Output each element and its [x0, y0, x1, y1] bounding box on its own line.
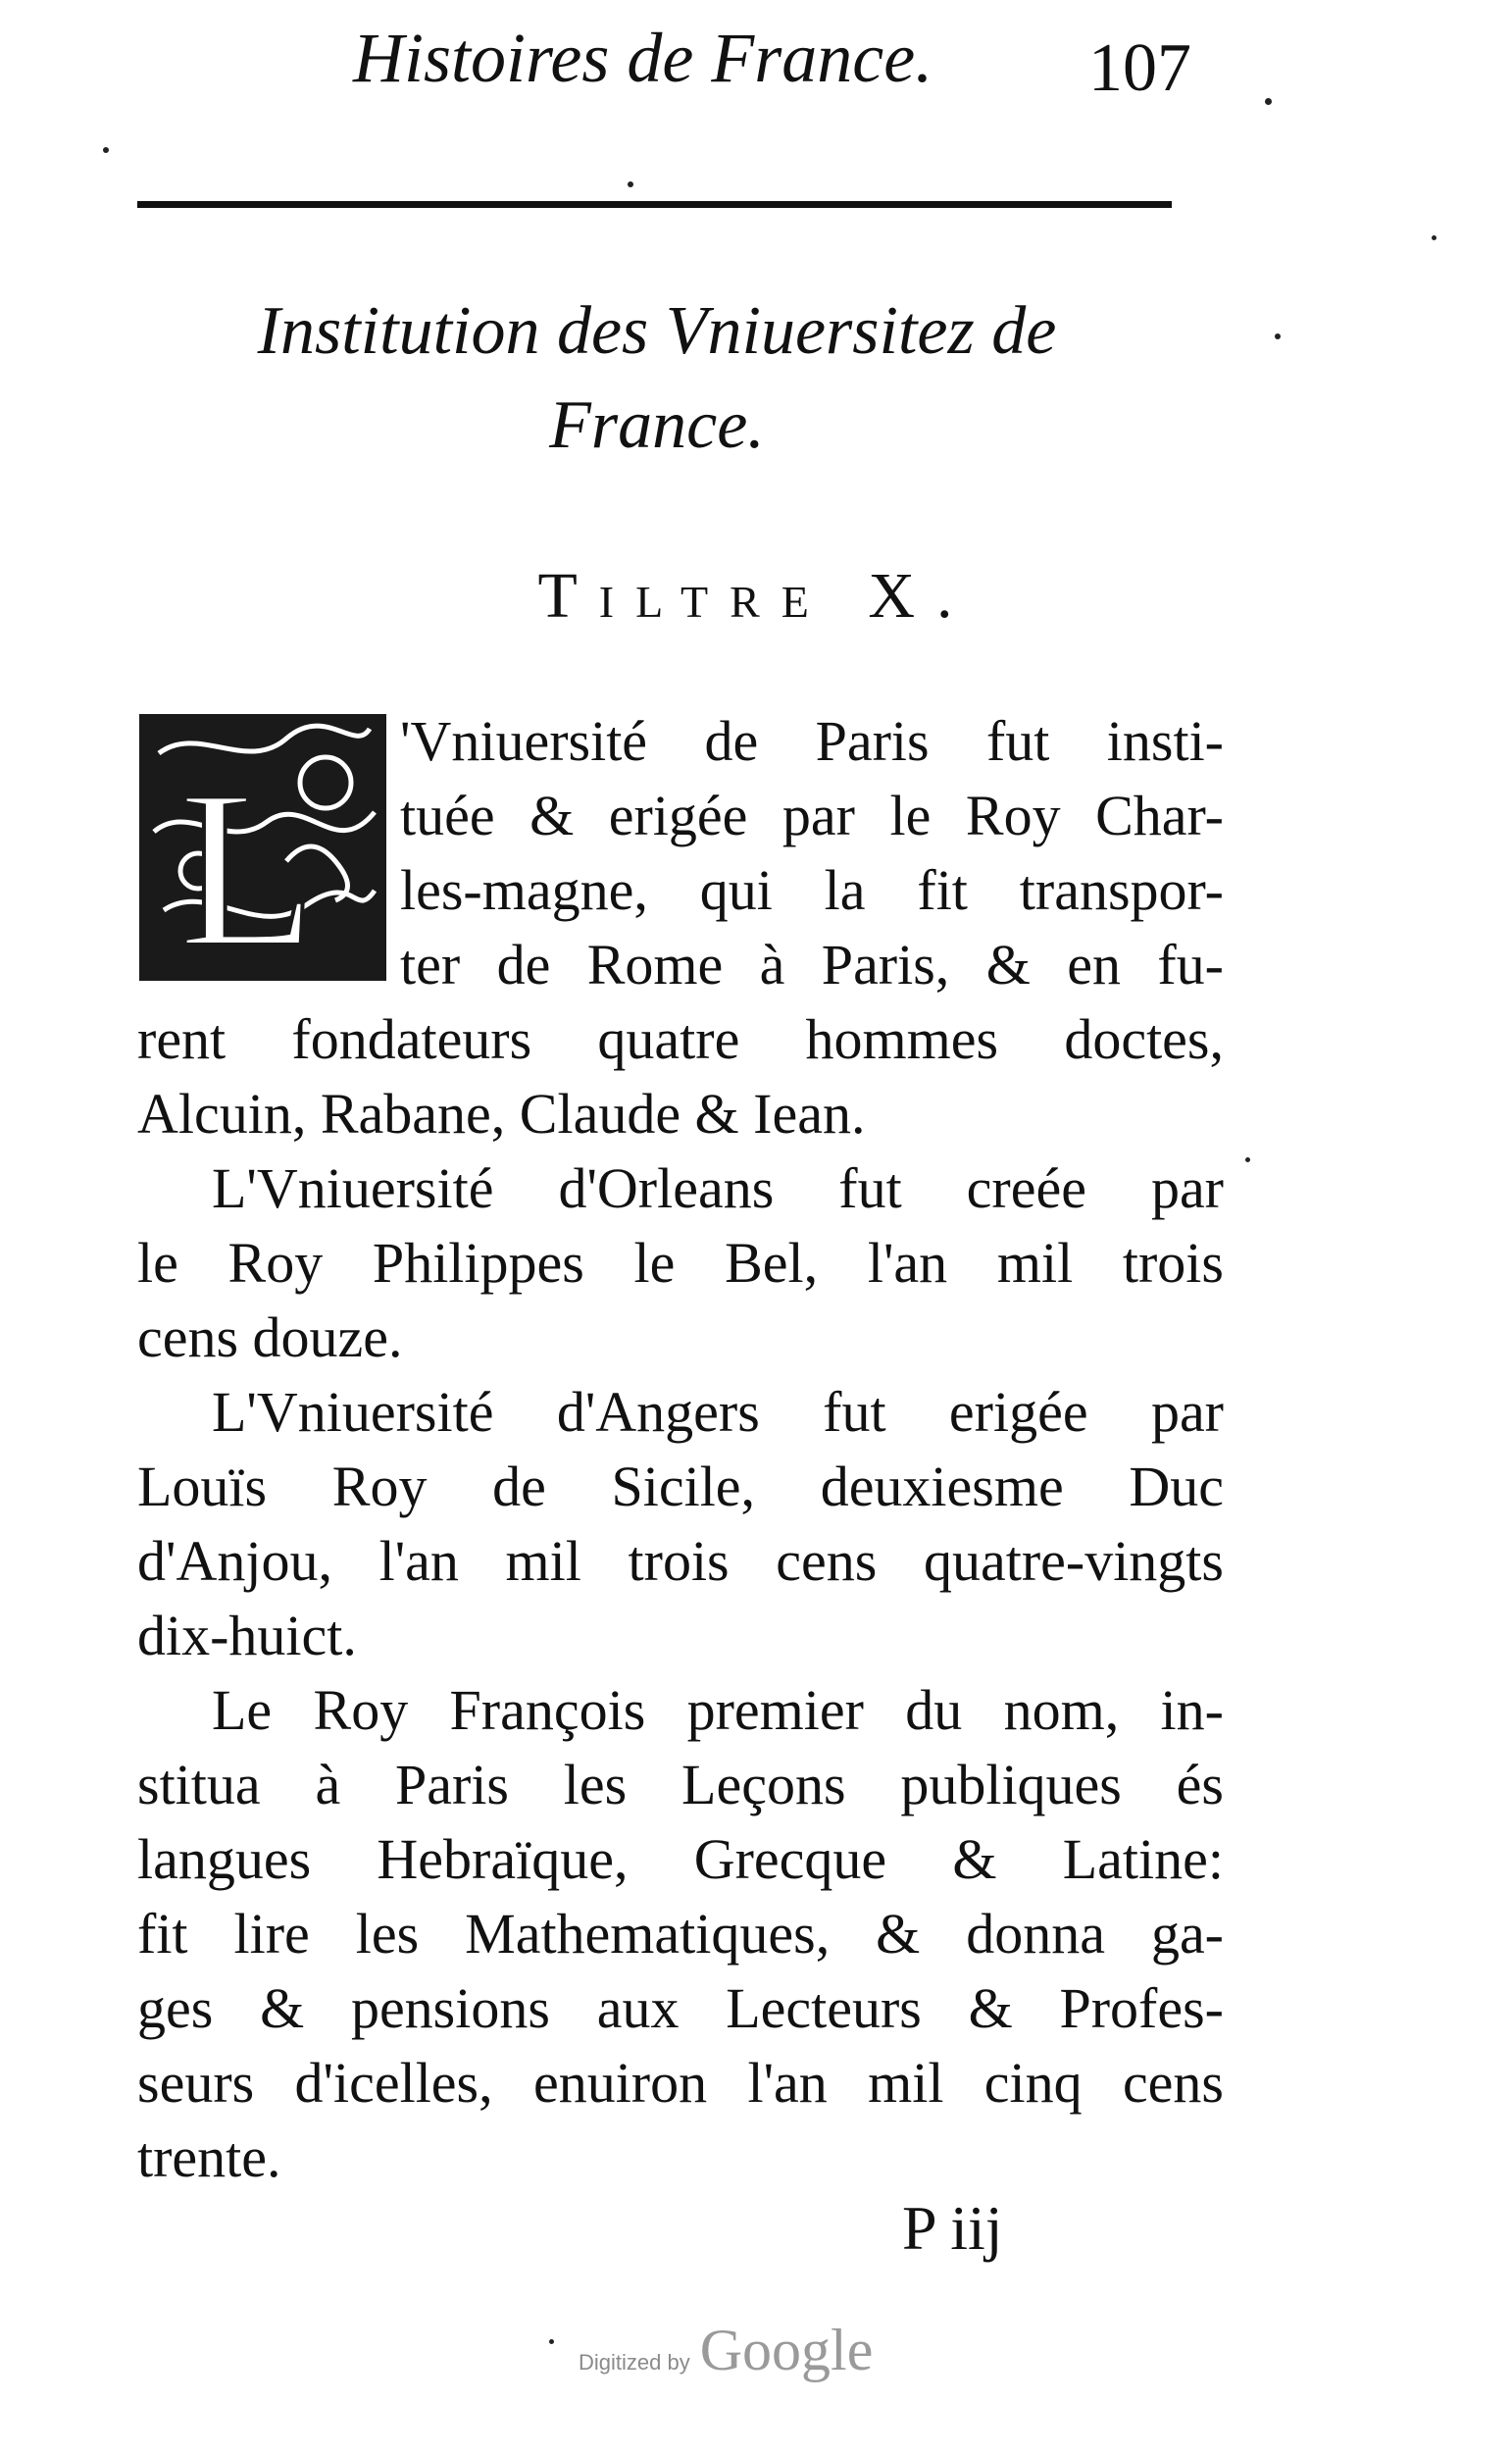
text-line: les-magne, qui la fit transpor-	[400, 858, 1224, 922]
text-line: ter de Rome à Paris, & en fu-	[400, 933, 1224, 996]
section-title-line-2: France.	[549, 387, 765, 463]
text-line: langues Hebraïque, Grecque & Latine:	[137, 1827, 1224, 1891]
text-line: 'Vniuersité de Paris fut insti-	[400, 709, 1224, 773]
watermark-prefix: Digitized by	[579, 2350, 690, 2375]
body-text	[137, 704, 1224, 2195]
paragraph-paris	[137, 704, 1224, 1151]
text-line: Le Roy François premier du nom, in-	[212, 1678, 1224, 1742]
scan-speck	[628, 181, 633, 187]
section-title-line-1: Institution des Vniuersitez de	[257, 293, 1057, 369]
initial-letter-glyph: L	[178, 743, 317, 981]
text-line: le Roy Philippes le Bel, l'an mil trois	[137, 1231, 1224, 1295]
google-logo-icon: Google	[699, 2318, 874, 2382]
text-line: stitua à Paris les Leçons publiques és	[137, 1753, 1224, 1816]
text-line: L'Vniuersité d'Angers fut erigée par	[212, 1380, 1224, 1444]
text-line: cens douze.	[137, 1305, 403, 1369]
running-title: Histoires de France.	[353, 19, 933, 97]
text-line: Alcuin, Rabane, Claude & Iean.	[137, 1082, 866, 1146]
text-line: d'Anjou, l'an mil trois cens quatre-vingts	[137, 1529, 1224, 1593]
page-number: 107	[1088, 30, 1191, 106]
catchword: P iij	[902, 2193, 1003, 2263]
scan-speck	[103, 147, 109, 153]
text-line: Louïs Roy de Sicile, deuxiesme Duc	[137, 1455, 1224, 1518]
scan-speck	[549, 2339, 554, 2344]
paragraph-francois	[137, 1673, 1224, 2195]
scan-speck	[1275, 333, 1281, 339]
paragraph-orleans	[137, 1151, 1224, 1375]
text-line: L'Vniuersité d'Orleans fut creée par	[212, 1156, 1224, 1220]
text-line: tuée & erigée par le Roy Char-	[400, 784, 1224, 847]
scan-speck	[1245, 1157, 1250, 1162]
scan-speck	[1265, 98, 1272, 105]
text-line: ges & pensions aux Lecteurs & Profes-	[137, 1976, 1224, 2040]
paragraph-angers	[137, 1375, 1224, 1673]
tiltre-heading: Tiltre X.	[537, 560, 975, 632]
text-line: seurs d'icelles, enuiron l'an mil cinq cens	[137, 2051, 1224, 2115]
text-line: rent fondateurs quatre hommes doctes,	[137, 1007, 1224, 1071]
digitized-by-google-watermark	[579, 2317, 873, 2384]
text-line: trente.	[137, 2125, 281, 2189]
header-rule	[137, 201, 1172, 208]
section-title	[147, 284, 1167, 473]
text-line: fit lire les Mathematiques, & donna ga-	[137, 1902, 1224, 1966]
text-line: dix-huict.	[137, 1604, 357, 1667]
scan-speck	[1432, 235, 1436, 240]
